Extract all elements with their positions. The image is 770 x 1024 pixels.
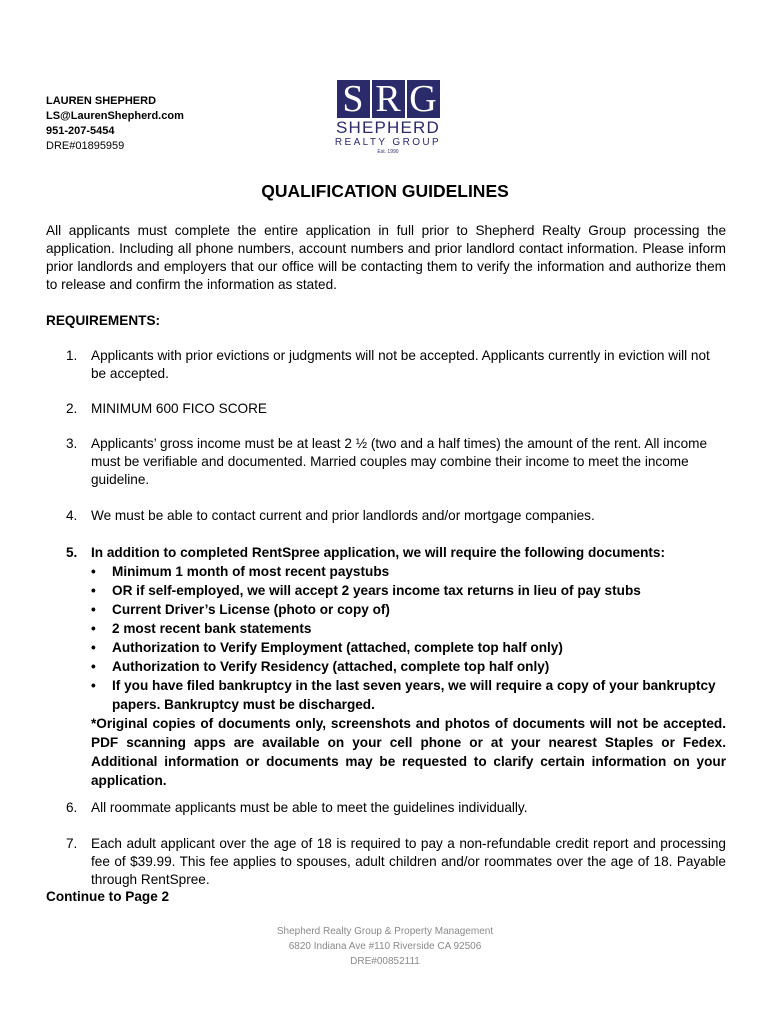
page-title: QUALIFICATION GUIDELINES [261, 181, 509, 201]
item-text: In addition to completed RentSpree application, we will require the following documents: [91, 545, 666, 560]
item-number: 1. [66, 348, 78, 363]
item-text: Applicants’ gross income must be at least 2 ½ (two and a half times) the amount of the rent. All income must be verifiable and documented. Married couples may combine their income to meet the income guideline. [91, 436, 708, 487]
item-text: MINIMUM 600 FICO SCORE [91, 401, 267, 416]
item-number: 4. [66, 508, 78, 523]
logo-subtitle: REALTY GROUP [334, 137, 442, 148]
page-footer [0, 924, 770, 969]
item-number: 2. [66, 401, 78, 416]
list-item: • Minimum 1 month of most recent paystubs [66, 562, 726, 581]
list-item: • 2 most recent bank statements [66, 619, 726, 638]
contact-block [46, 94, 184, 154]
logo-name: SHEPHERD [335, 118, 441, 137]
logo-letter-r: R [372, 80, 405, 118]
company-logo [334, 80, 442, 156]
requirement-item-3 [66, 435, 726, 489]
continue-note: Continue to Page 2 [46, 889, 170, 904]
item-number: 3. [66, 436, 78, 451]
item-text: We must be able to contact current and prior landlords and/or mortgage companies. [91, 508, 595, 523]
requirements-heading: REQUIREMENTS: [46, 313, 161, 328]
agent-email: LS@LaurenShepherd.com [46, 110, 184, 122]
requirement-item-6 [66, 799, 726, 817]
requirement-item-1 [66, 347, 726, 383]
item-number: 7. [66, 836, 78, 851]
item-text: Applicants with prior evictions or judgments will not be accepted. Applicants currently in eviction will not be accepted. [91, 348, 710, 381]
item-number: 6. [66, 800, 78, 815]
documents-note: *Original copies of documents only, screenshots and photos of documents will not be accepted. PDF scanning apps are available on your cell phone or at your nearest Staples or Fedex. Additional information or documents may be requested to clarify certain information on your application. [91, 716, 726, 788]
agent-name: LAUREN SHEPHERD [46, 95, 157, 107]
footer-address: 6820 Indiana Ave #110 Riverside CA 92506 [288, 941, 482, 952]
logo-letter-s: S [337, 80, 370, 118]
list-item: • Authorization to Verify Residency (attached, complete top half only) [66, 657, 726, 676]
item-text: Each adult applicant over the age of 18 is required to pay a non-refundable credit report and processing fee of $39.99. This fee applies to spouses, adult children and/or roommates over the age of 18. Payable through RentSpree. [91, 836, 726, 887]
item-text: All roommate applicants must be able to meet the guidelines individually. [91, 800, 528, 815]
document-list [66, 562, 726, 714]
agent-dre: DRE#01895959 [46, 140, 125, 152]
list-item: • If you have filed bankruptcy in the last seven years, we will require a copy of your bankruptcy papers. Bankruptcy must be discharged. [66, 676, 726, 714]
list-item: • Current Driver’s License (photo or copy of) [66, 600, 726, 619]
requirement-item-5 [66, 543, 726, 790]
item-number: 5. [66, 545, 78, 560]
logo-letter-g: G [407, 80, 440, 118]
logo-est: Est. 1990 [377, 149, 399, 155]
footer-dre: DRE#00852111 [350, 956, 420, 967]
requirement-item-2 [66, 400, 726, 418]
agent-phone: 951-207-5454 [46, 125, 115, 137]
list-item: • OR if self-employed, we will accept 2 years income tax returns in lieu of pay stubs [66, 581, 726, 600]
requirement-item-7 [66, 835, 726, 889]
intro-paragraph: All applicants must complete the entire application in full prior to Shepherd Realty Group processing the application. Including all phone numbers, account numbers and prior landlord contact information. Please inform prior landlords and employers that our office will be contacting them to verify the information and authorize them to release and confirm the information as stated. [46, 223, 726, 292]
requirement-item-4 [66, 507, 726, 525]
footer-company: Shepherd Realty Group & Property Management [276, 926, 494, 937]
logo-mark [334, 80, 442, 118]
list-item: • Authorization to Verify Employment (attached, complete top half only) [66, 638, 726, 657]
